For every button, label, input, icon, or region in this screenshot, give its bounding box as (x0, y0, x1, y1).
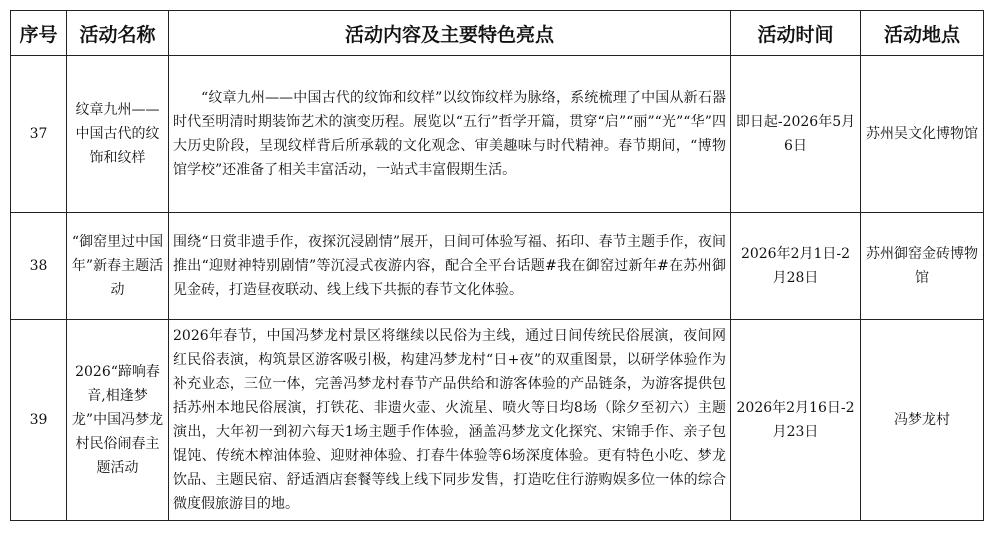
table-row (11, 320, 984, 521)
header-content: 活动内容及主要特色亮点 (169, 11, 731, 56)
table-row (11, 213, 984, 320)
header-row (11, 11, 984, 56)
header-location: 活动地点 (861, 11, 984, 56)
activity-name: 纹章九州——中国古代的纹饰和纹样 (67, 56, 169, 213)
activity-time: 2026年2月16日-2月23日 (731, 320, 861, 521)
header-time: 活动时间 (731, 11, 861, 56)
activity-time: 即日起-2026年5月6日 (731, 56, 861, 213)
activity-location: 苏州御窑金砖博物馆 (861, 213, 984, 320)
activity-content: 2026年春节，中国冯梦龙村景区将继续以民俗为主线，通过日间传统民俗展演，夜间网红民俗表演，构筑景区游客吸引极，构建冯梦龙村“日+夜”的双重图景，以研学体验作为补充业态，三位一体，完善冯梦龙村春节产品供给和游客体验的产品链条，为游客提供包括苏州本地民俗展演，打铁花、非遗火壶、火流星、喷火等日均8场（除夕至初六）主题演出，大年初一到初六每天1场主题手作体验，涵盖冯梦龙文化探究、宋锦手作、亲子包馄饨、传统木榨油体验、迎财神体验、打春牛体验等6场深度体验。更有特色小吃、梦龙饮品、主题民宿、舒适酒店套餐等线上线下同步发售，打造吃住行游购娱多位一体的综合微度假旅游目的地。 (169, 320, 731, 521)
events-table (10, 10, 984, 521)
activity-time: 2026年2月1日-2月28日 (731, 213, 861, 320)
activity-content: “纹章九州——中国古代的纹饰和纹样”以纹饰纹样为脉络，系统梳理了中国从新石器时代至明清时期装饰艺术的演变历程。展览以“五行”哲学开篇，贯穿“启”“丽”“光”“华”四大历史阶段，呈现纹样背后所承载的文化观念、审美趣味与时代精神。春节期间，“博物馆学校”还准备了相关丰富活动，一站式丰富假期生活。 (169, 56, 731, 213)
header-index: 序号 (11, 11, 67, 56)
activity-location: 苏州吴文化博物馆 (861, 56, 984, 213)
table-row (11, 56, 984, 213)
activity-name: “御窑里过中国年”新春主题活动 (67, 213, 169, 320)
row-index: 39 (11, 320, 67, 521)
header-name: 活动名称 (67, 11, 169, 56)
row-index: 37 (11, 56, 67, 213)
row-index: 38 (11, 213, 67, 320)
activity-name: 2026“蹄响春音,相逢梦龙”中国冯梦龙村民俗闹春主题活动 (67, 320, 169, 521)
activity-content: 围绕“日赏非遗手作，夜探沉浸剧情”展开，日间可体验写福、拓印、春节主题手作，夜间推出“迎财神特别剧情”等沉浸式夜游内容，配合全平台话题#我在御窑过新年#在苏州御见金砖，打造昼夜联动、线上线下共振的春节文化体验。 (169, 213, 731, 320)
activity-location: 冯梦龙村 (861, 320, 984, 521)
